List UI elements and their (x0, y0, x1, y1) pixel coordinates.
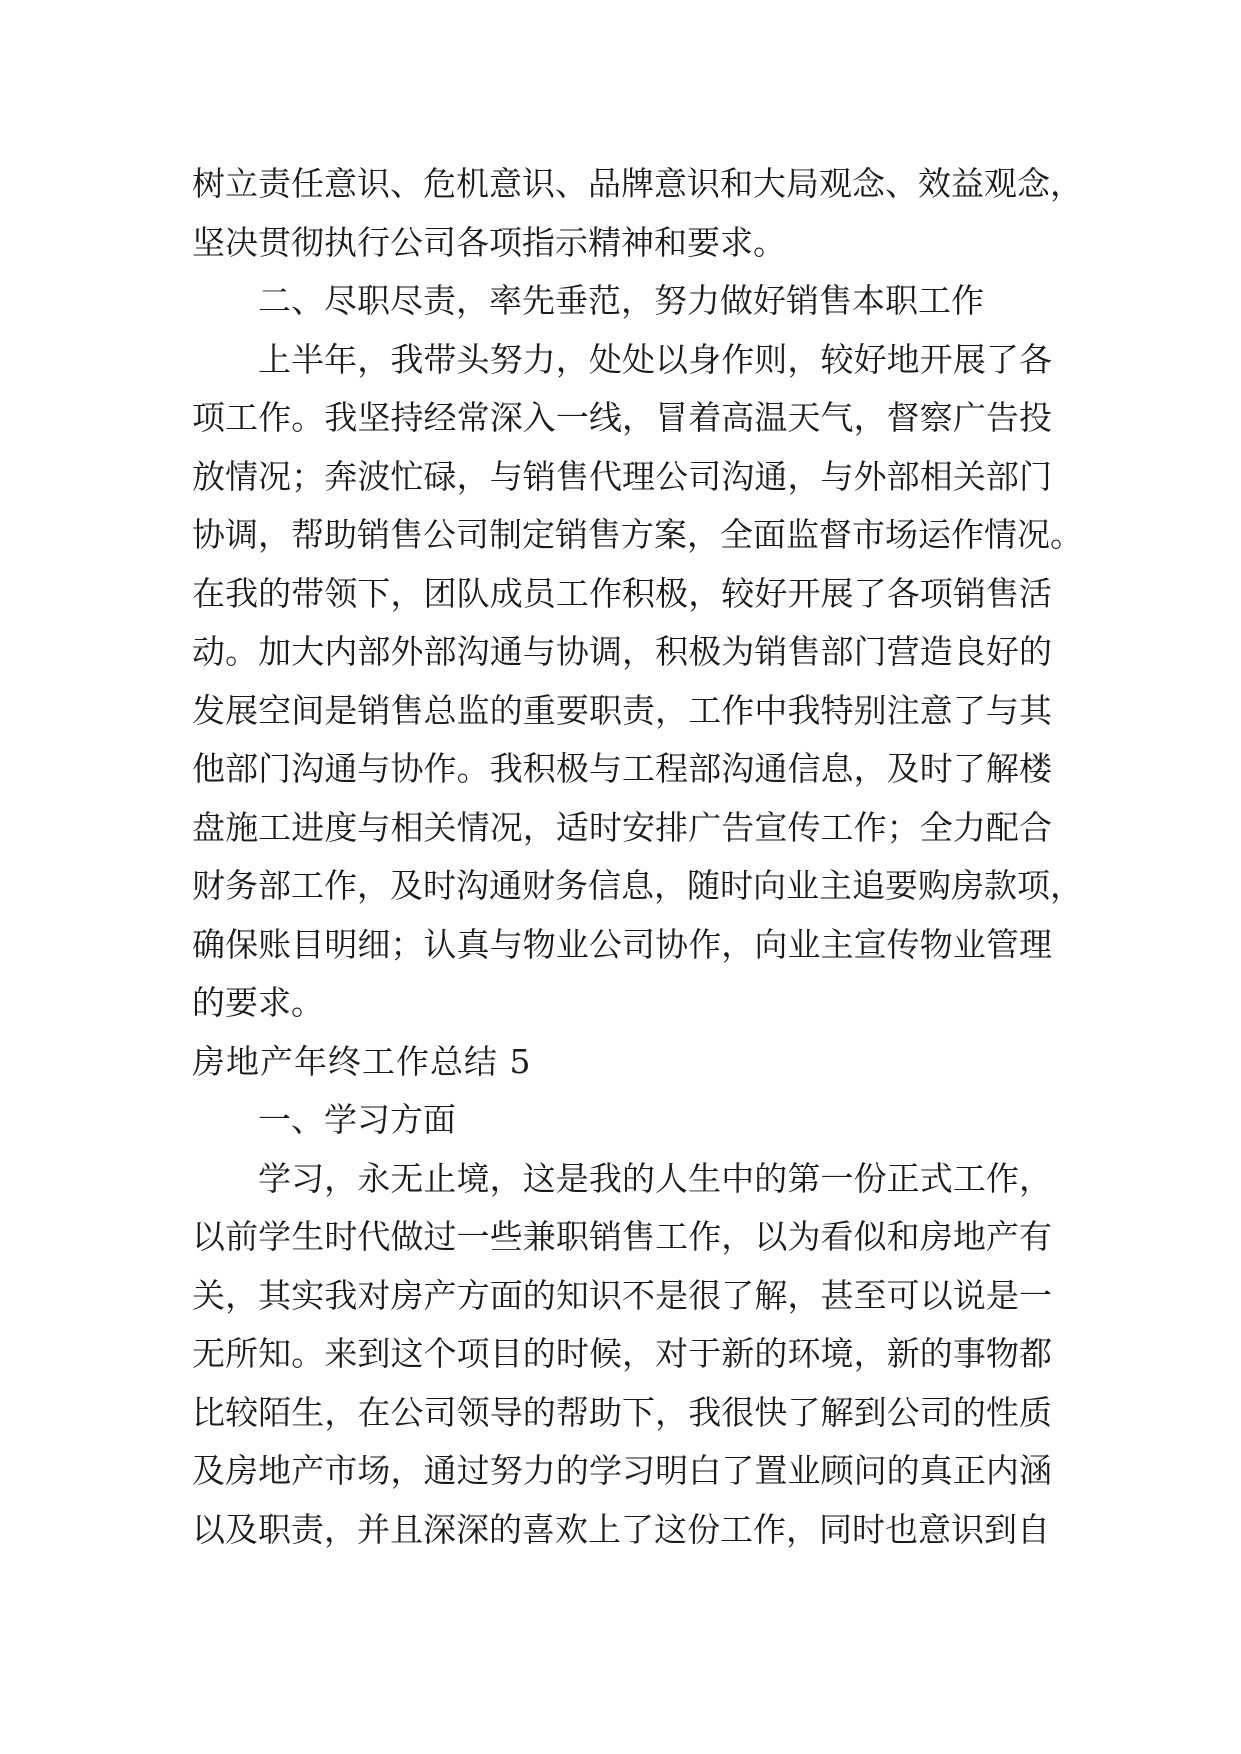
text-line: 房地产年终工作总结 5 (192, 1041, 532, 1081)
text-line: 坚决贯彻执行公司各项指示精神和要求。 (192, 222, 786, 262)
text-line: 及房地产市场，通过努力的学习明白了置业顾问的真正内涵 (192, 1451, 1052, 1490)
section-title (192, 1033, 1052, 1092)
text-line: 学习，永无止境，这是我的人生中的第一份正式工作， (258, 1158, 1052, 1198)
paragraph (192, 155, 1083, 272)
text-line: 动。加大内部外部沟通与协调，积极为销售部门营造良好的 (192, 632, 1052, 671)
text-line: 财务部工作，及时沟通财务信息，随时向业主追要购房款项， (192, 866, 1083, 905)
text-line: 协调，帮助销售公司制定销售方案，全面监督市场运作情况。 (192, 515, 1083, 554)
text-line: 无所知。来到这个项目的时候，对于新的环境，新的事物都 (192, 1334, 1052, 1373)
text-line: 盘施工进度与相关情况，适时安排广告宣传工作；全力配合 (192, 807, 1052, 847)
text-line: 一、学习方面 (258, 1100, 456, 1139)
text-line: 比较陌生，在公司领导的帮助下，我很快了解到公司的性质 (192, 1392, 1052, 1432)
text-line: 以及职责，并且深深的喜欢上了这份工作，同时也意识到自 (192, 1509, 1050, 1549)
paragraph (192, 1150, 1052, 1560)
text-line: 二、尽职尽责，率先垂范，努力做好销售本职工作 (258, 281, 984, 320)
text-line: 确保账目明细；认真与物业公司协作，向业主宣传物业管理 (192, 924, 1052, 964)
section-heading (192, 1091, 1052, 1150)
section-heading (192, 272, 1052, 331)
text-line: 树立责任意识、危机意识、品牌意识和大局观念、效益观念， (192, 164, 1083, 203)
text-line: 发展空间是销售总监的重要职责，工作中我特别注意了与其 (192, 690, 1052, 730)
text-line: 放情况；奔波忙碌，与销售代理公司沟通，与外部相关部门 (192, 456, 1052, 496)
text-line: 在我的带领下，团队成员工作积极，较好开展了各项销售活 (192, 573, 1052, 613)
text-line: 的要求。 (192, 983, 324, 1022)
document-body (192, 155, 1083, 1559)
paragraph (192, 331, 1083, 1033)
text-line: 上半年，我带头努力，处处以身作则，较好地开展了各 (258, 339, 1052, 379)
text-line: 他部门沟通与协作。我积极与工程部沟通信息，及时了解楼 (192, 749, 1052, 788)
text-line: 项工作。我坚持经常深入一线，冒着高温天气，督察广告投 (192, 398, 1052, 437)
text-line: 以前学生时代做过一些兼职销售工作，以为看似和房地产有 (192, 1217, 1052, 1256)
text-line: 关，其实我对房产方面的知识不是很了解，甚至可以说是一 (192, 1275, 1052, 1315)
